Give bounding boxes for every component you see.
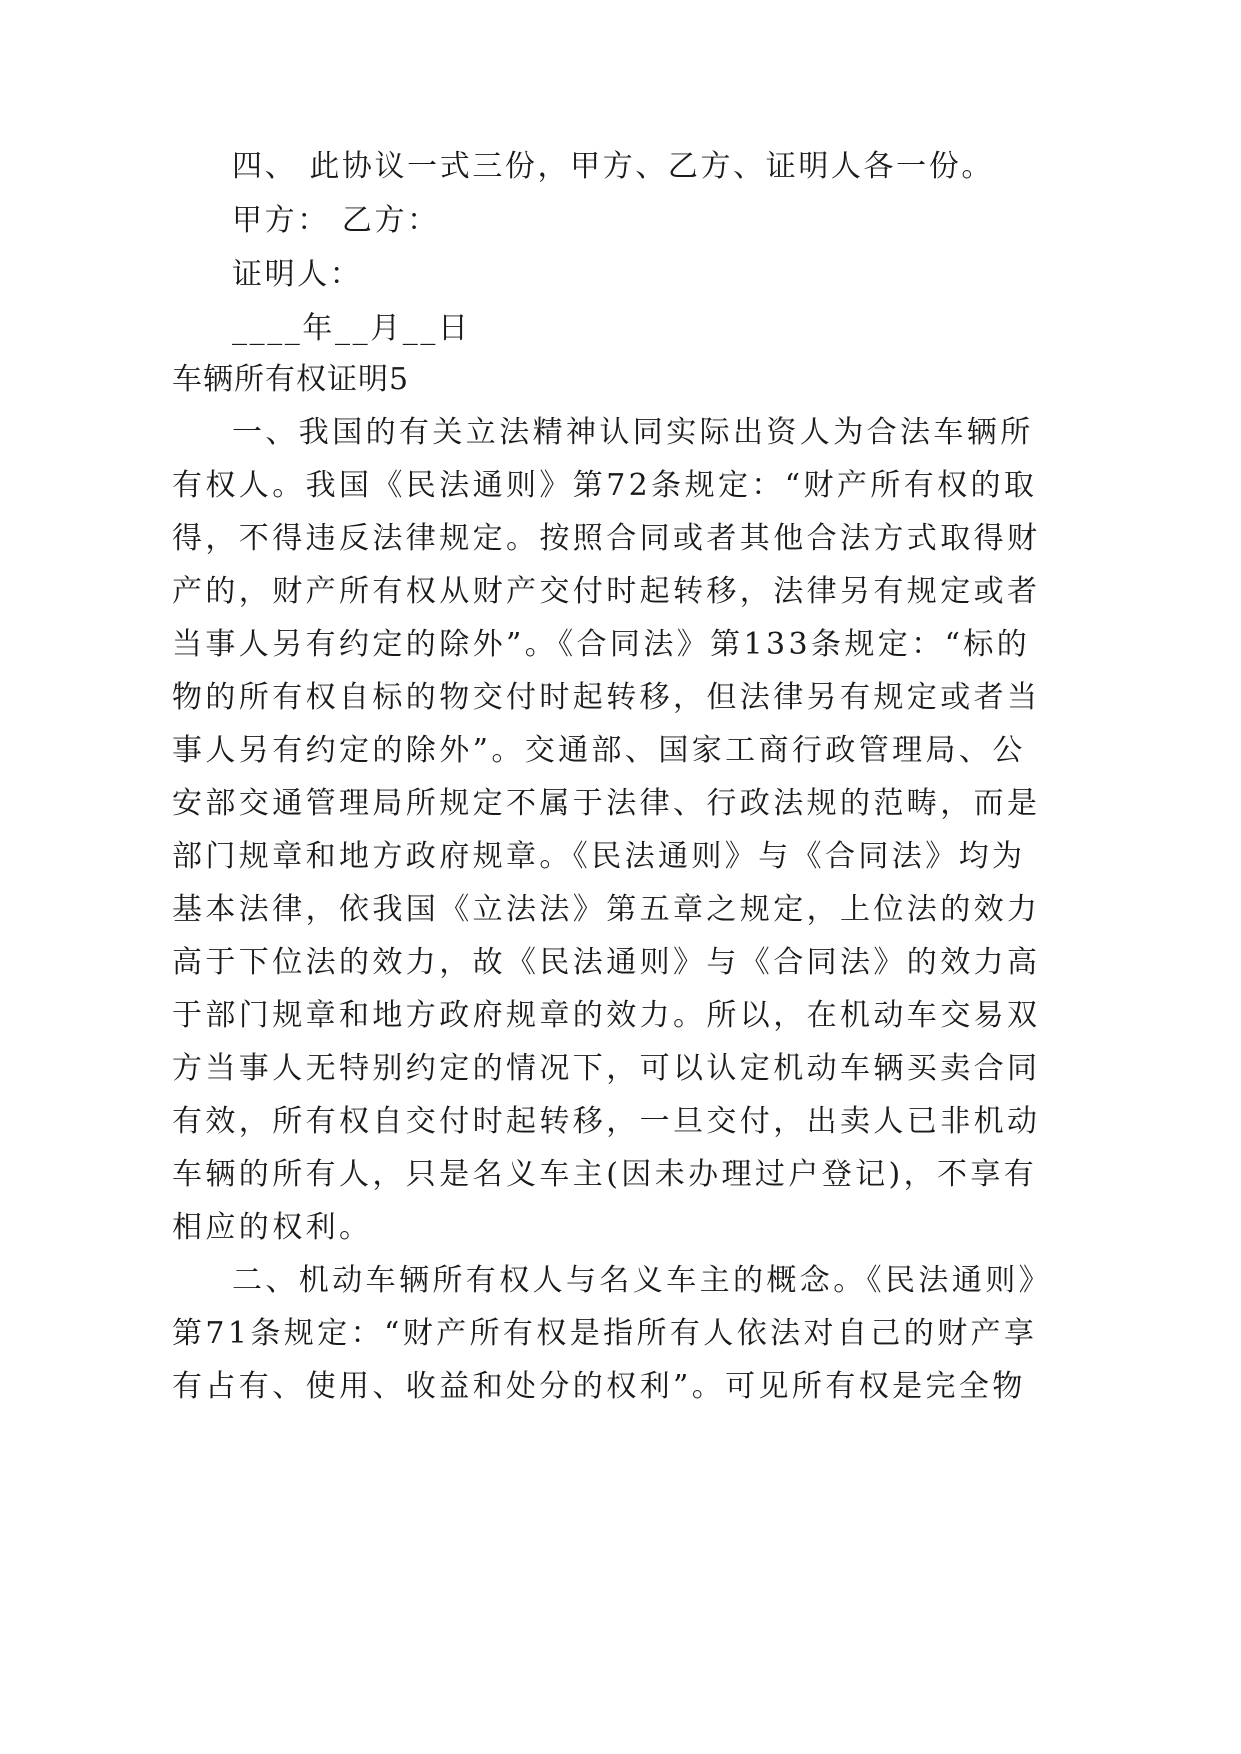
paragraph-one-line-10: 基本法律，依我国《立法法》第五章之规定，上位法的效力 bbox=[172, 892, 1041, 927]
paragraph-two-line-2: 第71条规定：“财产所有权是指所有人依法对自己的财产享 bbox=[172, 1316, 1038, 1351]
paragraph-one-line-5: 当事人另有约定的除外”。《合同法》第133条规定：“标的 bbox=[172, 627, 1031, 662]
parties-line: 甲方： 乙方： bbox=[232, 203, 440, 238]
clause-four-line: 四、 此协议一式三份，甲方、乙方、证明人各一份。 bbox=[232, 149, 994, 184]
paragraph-one-line-8: 安部交通管理局所规定不属于法律、行政法规的范畴，而是 bbox=[172, 786, 1041, 821]
paragraph-one-line-11: 高于下位法的效力，故《民法通则》与《合同法》的效力高 bbox=[172, 945, 1041, 980]
paragraph-one-line-7: 事人另有约定的除外”。交通部、国家工商行政管理局、公 bbox=[172, 733, 1026, 768]
paragraph-one-line-9: 部门规章和地方政府规章。《民法通则》与《合同法》均为 bbox=[172, 839, 1026, 874]
paragraph-one-line-1: 一、我国的有关立法精神认同实际出资人为合法车辆所 bbox=[232, 415, 1034, 450]
paragraph-one-line-13: 方当事人无特别约定的情况下，可以认定机动车辆买卖合同 bbox=[172, 1051, 1041, 1086]
paragraph-one-line-6: 物的所有权自标的物交付时起转移，但法律另有规定或者当 bbox=[172, 680, 1041, 715]
paragraph-one-line-4: 产的，财产所有权从财产交付时起转移，法律另有规定或者 bbox=[172, 574, 1041, 609]
paragraph-one-line-15: 车辆的所有人，只是名义车主(因未办理过户登记)，不享有 bbox=[172, 1157, 1038, 1192]
paragraph-one-line-16: 相应的权利。 bbox=[172, 1210, 373, 1245]
paragraph-one-line-2: 有权人。我国《民法通则》第72条规定：“财产所有权的取 bbox=[172, 468, 1038, 503]
paragraph-one-line-12: 于部门规章和地方政府规章的效力。所以，在机动车交易双 bbox=[172, 998, 1041, 1033]
paragraph-one-line-3: 得，不得违反法律规定。按照合同或者其他合法方式取得财 bbox=[172, 521, 1041, 556]
section-heading: 车辆所有权证明5 bbox=[172, 362, 410, 397]
paragraph-two-line-1: 二、机动车辆所有权人与名义车主的概念。《民法通则》 bbox=[232, 1263, 1052, 1298]
paragraph-two-line-3: 有占有、使用、收益和处分的权利”。可见所有权是完全物 bbox=[172, 1369, 1026, 1404]
date-line: ____年__月__日 bbox=[232, 311, 471, 346]
paragraph-one-line-14: 有效，所有权自交付时起转移，一旦交付，出卖人已非机动 bbox=[172, 1104, 1041, 1139]
witness-line: 证明人： bbox=[232, 257, 363, 292]
